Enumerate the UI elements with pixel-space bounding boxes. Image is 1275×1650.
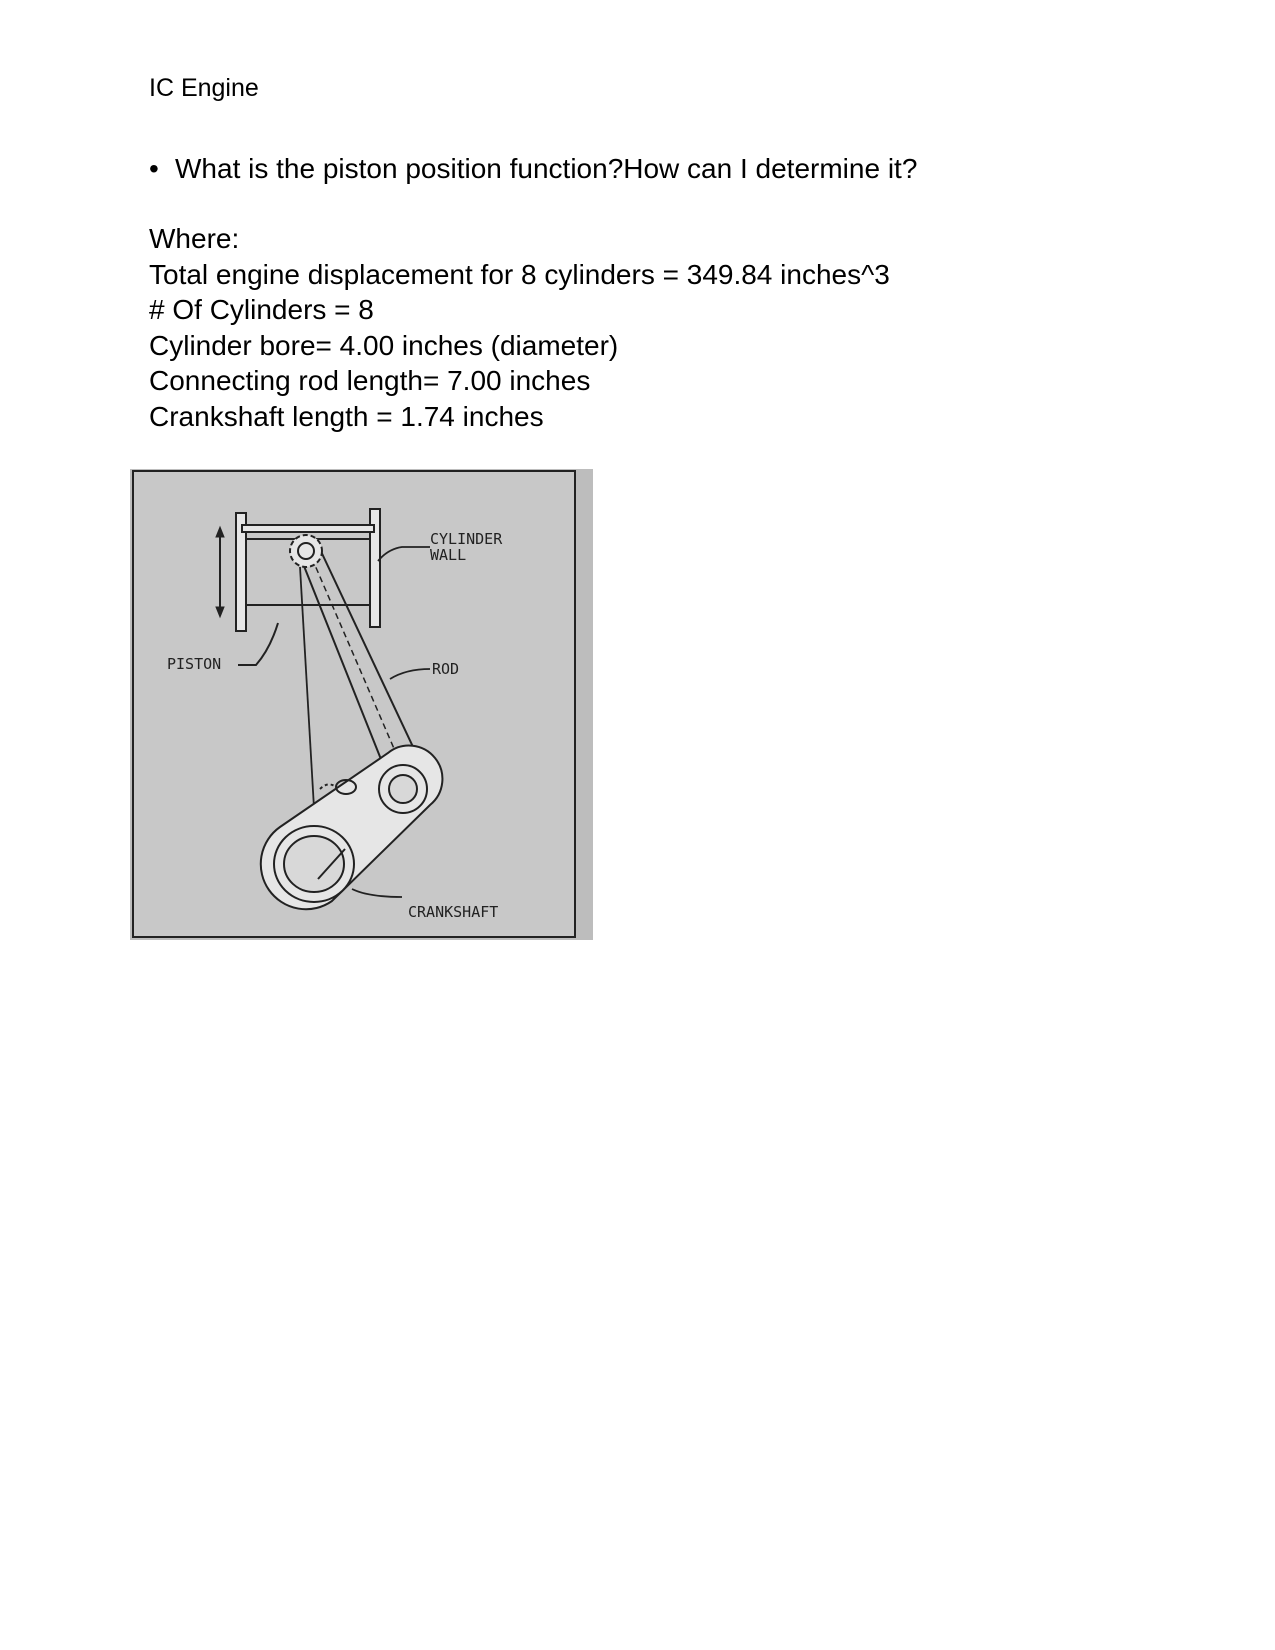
param-crank-length: Crankshaft length = 1.74 inches <box>149 400 544 432</box>
label-wall: WALL <box>430 546 467 564</box>
question-text: What is the piston position function?How can I determine it? <box>175 153 918 184</box>
question-list <box>149 152 917 186</box>
label-cylinder: CYLINDER <box>430 530 503 548</box>
engine-diagram <box>130 469 593 940</box>
param-cylinders: # Of Cylinders = 8 <box>149 294 374 325</box>
param-bore: Cylinder bore= 4.00 inches (diameter) <box>149 329 619 361</box>
parameters-block <box>149 221 890 434</box>
label-rod: ROD <box>432 660 460 678</box>
label-piston: PISTON <box>167 655 222 673</box>
bullet-icon: • <box>149 153 159 184</box>
where-label: Where: <box>149 223 240 254</box>
document-title: IC Engine <box>149 74 259 102</box>
label-crankshaft: CRANKSHAFT <box>408 903 499 921</box>
param-rod-length: Connecting rod length= 7.00 inches <box>149 365 591 396</box>
engine-diagram-figure <box>130 469 593 940</box>
question-item <box>149 152 917 186</box>
param-displacement: Total engine displacement for 8 cylinders = 349.84 inches^3 <box>149 258 890 290</box>
